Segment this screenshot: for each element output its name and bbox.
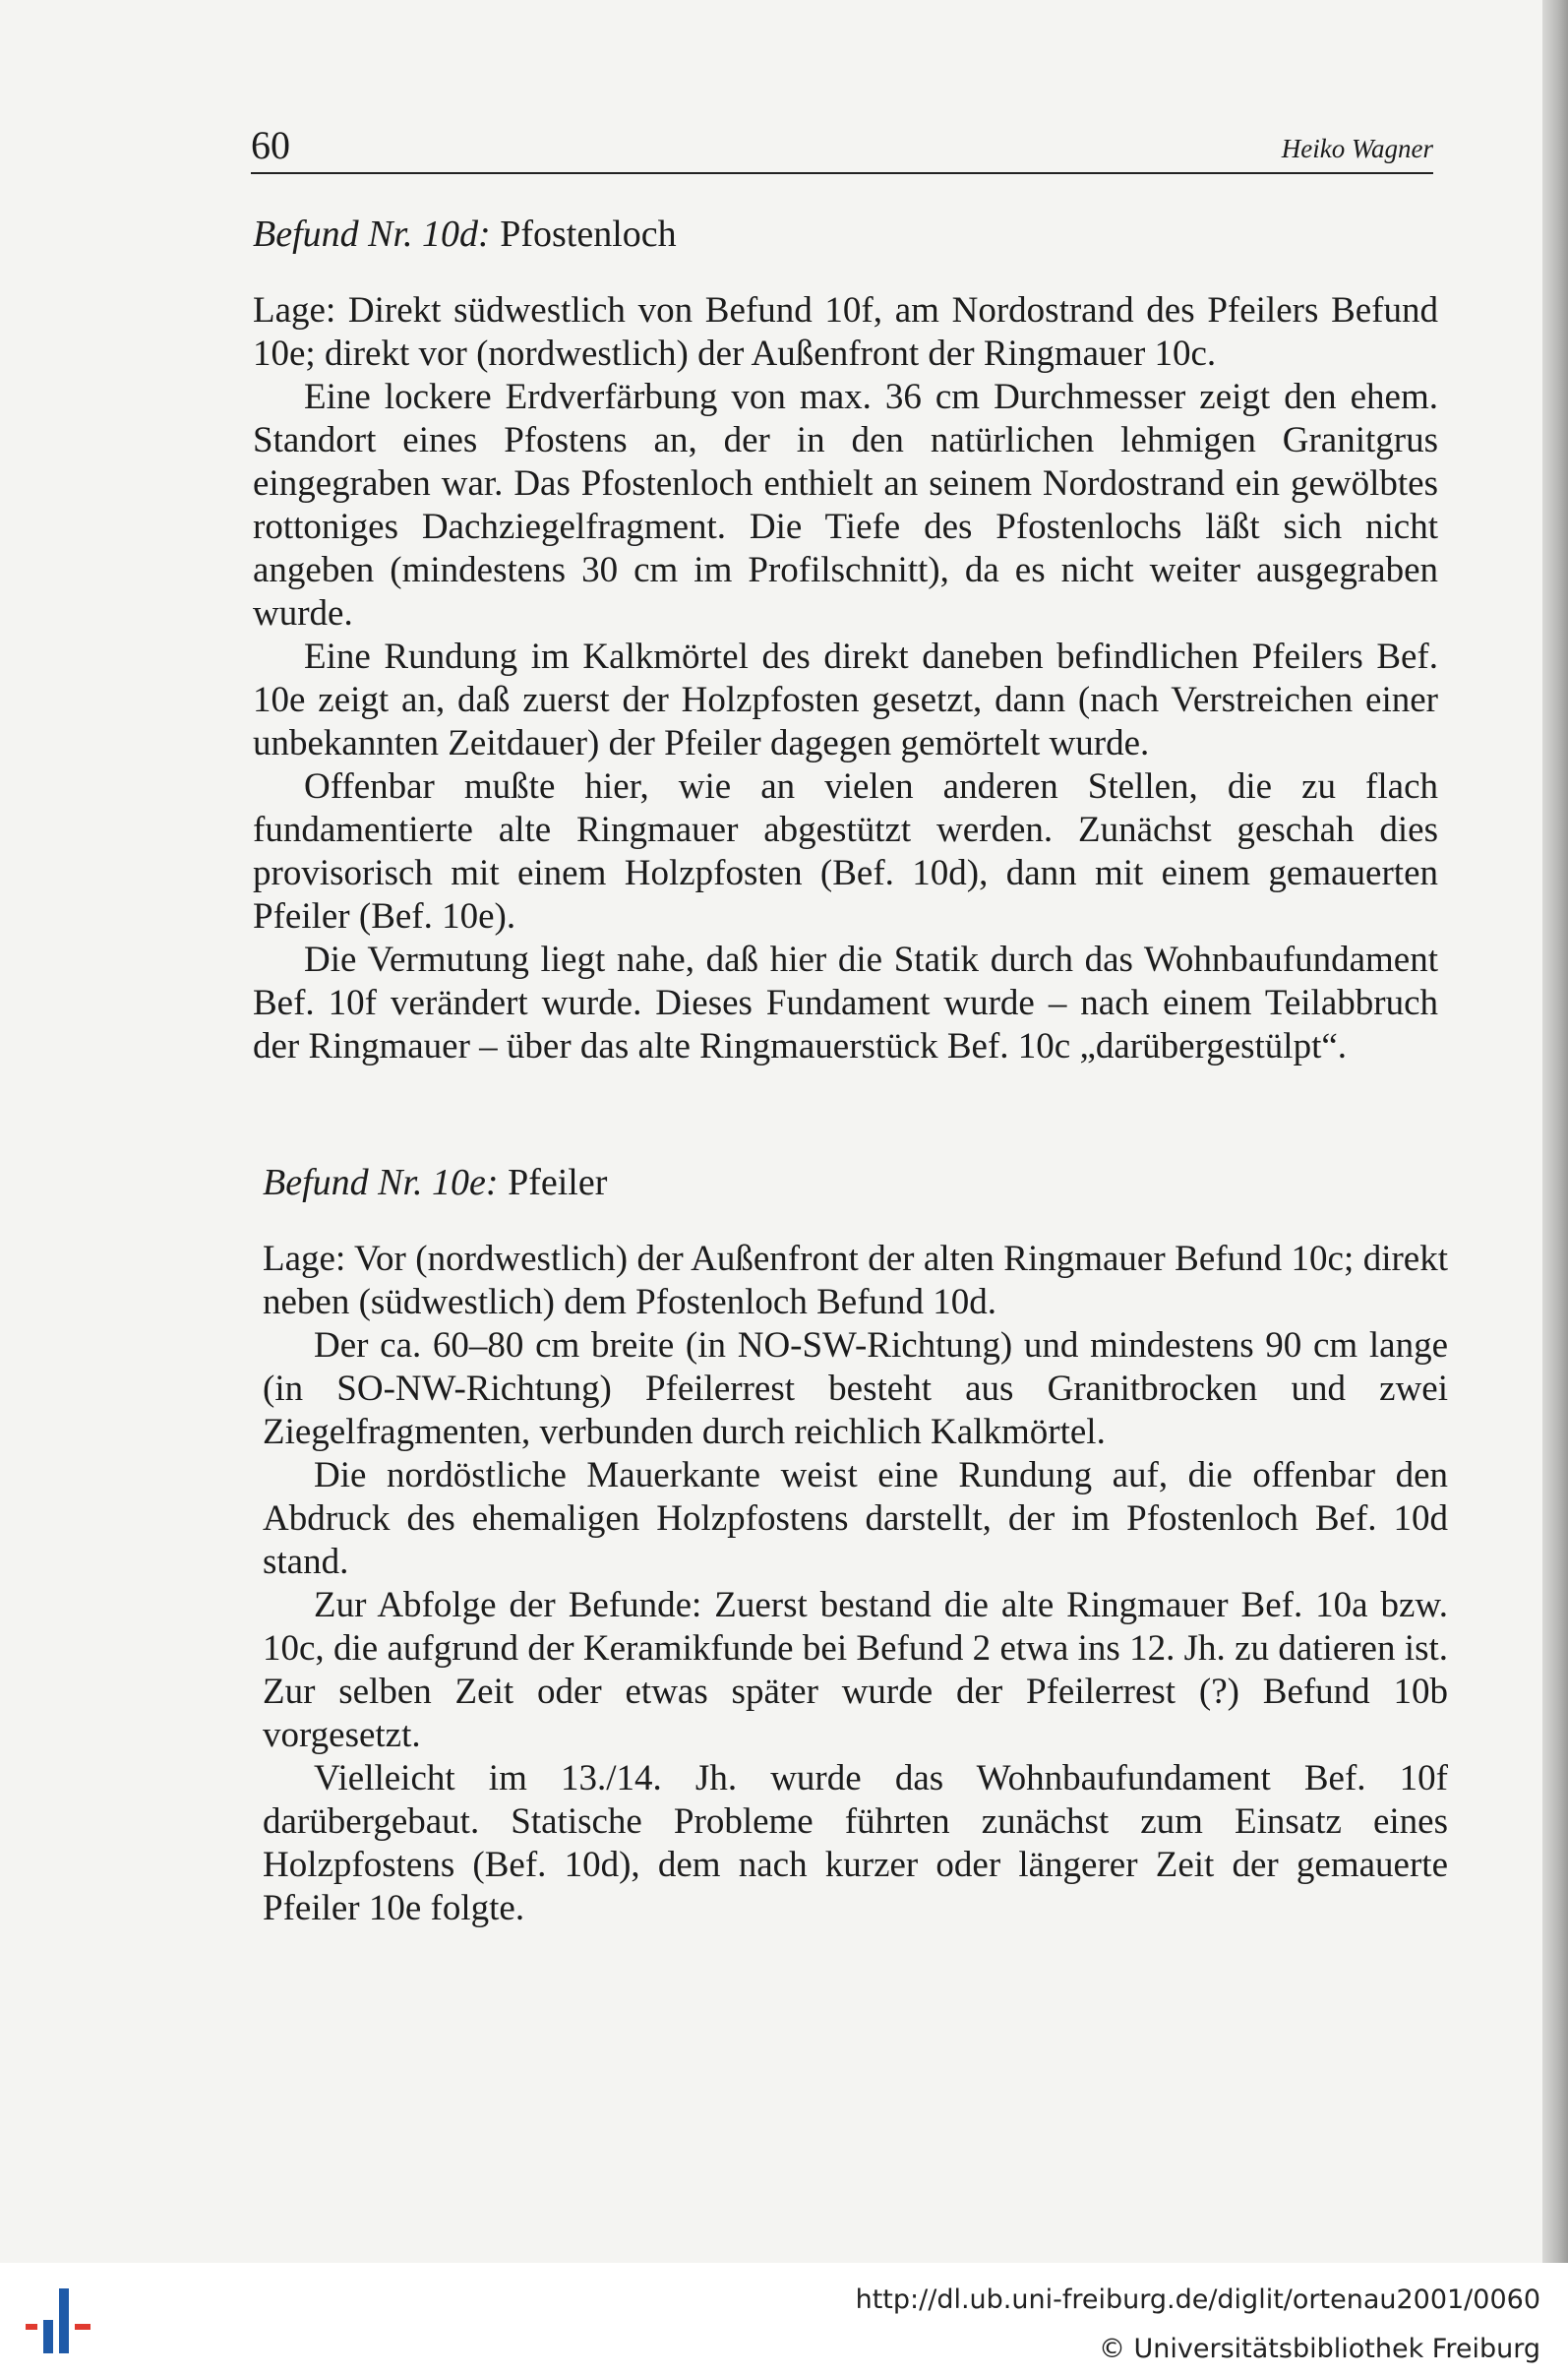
copyright-text: © Universitätsbibliothek Freiburg [1098, 2334, 1540, 2364]
section-heading [253, 213, 1438, 256]
paragraph-lage: Lage: Vor (nordwestlich) der Außenfront der alten Ringmauer Befund 10c; direkt neben (südwestlich) dem Pfostenloch Befund 10d. [263, 1239, 1448, 1322]
section-befund-10e [263, 1161, 1448, 1930]
page-number: 60 [251, 123, 290, 167]
section-title: Pfeiler [508, 1162, 608, 1203]
paragraph: Die Vermutung liegt nahe, daß hier die Statik durch das Wohnbaufundament Bef. 10f verändert wurde. Dieses Fundament wurde – nach einem Teilabbruch der Ringmauer – über das alte Ringmauerstück Bef. 10c „darübergestülpt“. [253, 940, 1438, 1066]
paragraph: Der ca. 60–80 cm breite (in NO-SW-Richtung) und mindestens 90 cm lange (in SO-NW-Richtung) Pfeilerrest besteht aus Granitbrocken und zwei Ziegelfragmenten, verbunden durch reichlich Kalkmörtel. [263, 1325, 1448, 1452]
source-url-link[interactable]: http://dl.ub.uni-freiburg.de/diglit/ortenau2001/0060 [855, 2285, 1540, 2315]
footer-bar [0, 2263, 1568, 2376]
section-heading [263, 1161, 1448, 1204]
paragraph: Eine Rundung im Kalkmörtel des direkt daneben befindlichen Pfeilers Bef. 10e zeigt an, daß zuerst der Holzpfosten gesetzt, dann (nach Verstreichen einer unbekannten Zeitdauer) der Pfeiler dagegen gemörtelt wurde. [253, 637, 1438, 763]
paragraph-lage: Lage: Direkt südwestlich von Befund 10f, am Nordostrand des Pfeilers Befund 10e; direkt vor (nordwestlich) der Außenfront der Ringmauer 10c. [253, 290, 1438, 374]
section-label: Befund Nr. 10e: [263, 1162, 499, 1203]
section-title: Pfostenloch [500, 213, 677, 255]
section-label: Befund Nr. 10d: [253, 213, 491, 255]
book-spine-shadow [1542, 0, 1568, 2263]
paragraph: Vielleicht im 13./14. Jh. wurde das Wohnbaufundament Bef. 10f darübergebaut. Statische Probleme führten zunächst zum Einsatz eines Holzpfostens (Bef. 10d), dem nach kurzer oder längerer Zeit der gemauerte Pfeiler 10e folgte. [263, 1758, 1448, 1928]
running-head: Heiko Wagner [1281, 134, 1433, 163]
section-befund-10d [253, 213, 1438, 1068]
page-header [251, 123, 1433, 174]
ub-freiburg-logo-icon [22, 2285, 100, 2358]
paragraph: Zur Abfolge der Befunde: Zuerst bestand die alte Ringmauer Bef. 10a bzw. 10c, die aufgrund der Keramikfunde bei Befund 2 etwa ins 12. Jh. zu datieren ist. Zur selben Zeit oder etwas später wurde der Pfeilerrest (?) Befund 10b vorgesetzt. [263, 1585, 1448, 1755]
paragraph: Offenbar mußte hier, wie an vielen anderen Stellen, die zu flach fundamentierte alte Ringmauer abgestützt werden. Zunächst geschah dies provisorisch mit einem Holzpfosten (Bef. 10d), dann mit einem gemauerten Pfeiler (Bef. 10e). [253, 766, 1438, 937]
paragraph: Die nordöstliche Mauerkante weist eine Rundung auf, die offenbar den Abdruck des ehemaligen Holzpfostens darstellt, der im Pfostenloch Bef. 10d stand. [263, 1455, 1448, 1582]
paragraph: Eine lockere Erdverfärbung von max. 36 cm Durchmesser zeigt den ehem. Standort eines Pfostens an, der in den natürlichen lehmigen Granitgrus eingegraben war. Das Pfostenloch enthielt an seinem Nordostrand ein gewölbtes rottoniges Dachziegelfragment. Die Tiefe des Pfostenlochs läßt sich nicht angeben (mindestens 30 cm im Profilschnitt), da es nicht weiter ausgegraben wurde. [253, 377, 1438, 634]
